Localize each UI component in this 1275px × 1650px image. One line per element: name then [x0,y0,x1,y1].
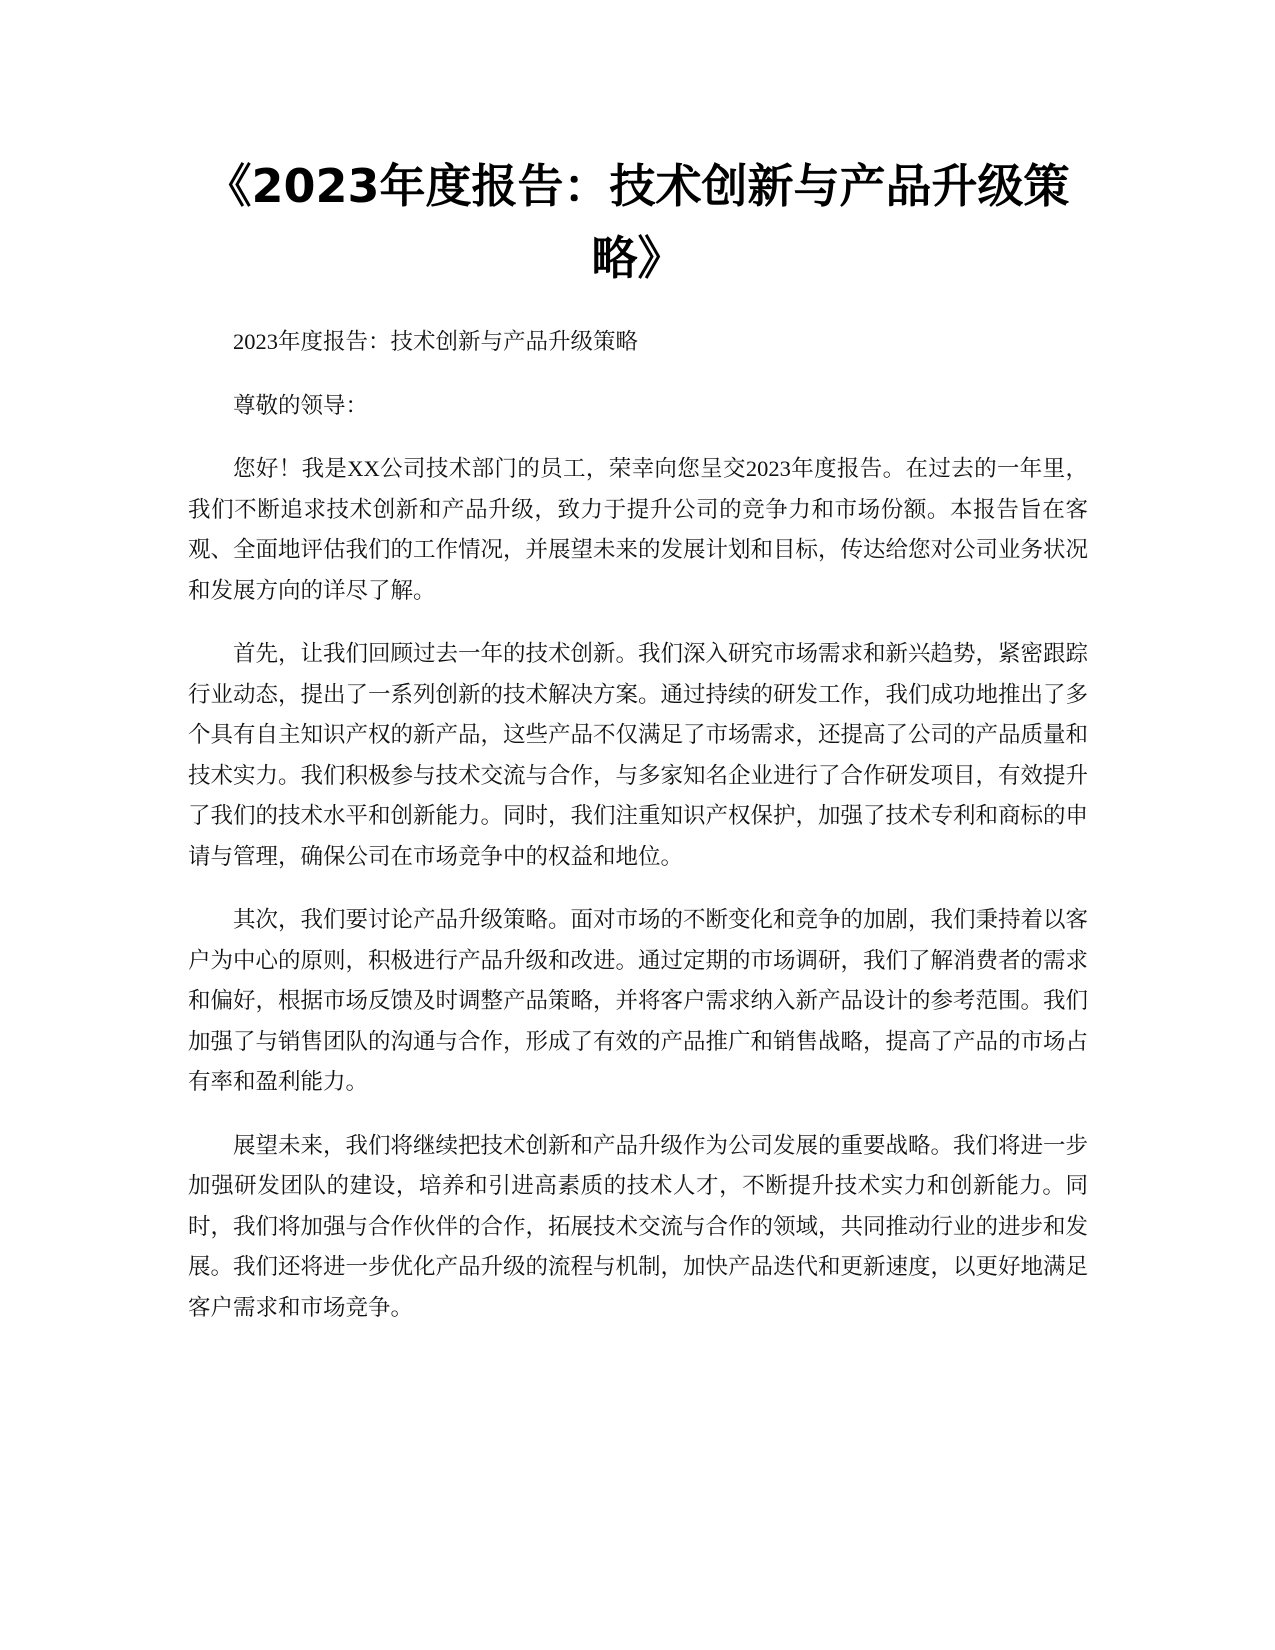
salutation-paragraph: 尊敬的领导： [233,392,369,418]
product-upgrade-paragraph: 其次，我们要讨论产品升级策略。面对市场的不断变化和竞争的加剧，我们秉持着以客户为中心的原则，积极进行产品升级和改进。通过定期的市场调研，我们了解消费者的需求和偏好，根据市场反馈及时调整产品策略，并将客户需求纳入新产品设计的参考范围。我们加强了与销售团队的沟通与合作，形成了有效的产品推广和销售战略，提高了产品的市场占有率和盈利能力。 [188,907,1089,1094]
document-title: 《2023年度报告：技术创新与产品升级策略》 [205,159,1070,285]
subtitle-paragraph: 2023年度报告：技术创新与产品升级策略 [233,329,639,354]
document-body [188,322,1088,1351]
intro-paragraph: 您好！我是XX公司技术部门的员工，荣幸向您呈交2023年度报告。在过去的一年里，我们不断追求技术创新和产品升级，致力于提升公司的竞争力和市场份额。本报告旨在客观、全面地评估我们的工作情况，并展望未来的发展计划和目标，传达给您对公司业务状况和发展方向的详尽了解。 [188,456,1089,603]
tech-innovation-paragraph: 首先，让我们回顾过去一年的技术创新。我们深入研究市场需求和新兴趋势，紧密跟踪行业动态，提出了一系列创新的技术解决方案。通过持续的研发工作，我们成功地推出了多个具有自主知识产权的新产品，这些产品不仅满足了市场需求，还提高了公司的产品质量和技术实力。我们积极参与技术交流与合作，与多家知名企业进行了合作研发项目，有效提升了我们的技术水平和创新能力。同时，我们注重知识产权保护，加强了技术专利和商标的申请与管理，确保公司在市场竞争中的权益和地位。 [188,641,1089,869]
outlook-paragraph: 展望未来，我们将继续把技术创新和产品升级作为公司发展的重要战略。我们将进一步加强研发团队的建设，培养和引进高素质的技术人才，不断提升技术实力和创新能力。同时，我们将加强与合作伙伴的合作，拓展技术交流与合作的领域，共同推动行业的进步和发展。我们还将进一步优化产品升级的流程与机制，加快产品迭代和更新速度，以更好地满足客户需求和市场竞争。 [188,1132,1089,1320]
